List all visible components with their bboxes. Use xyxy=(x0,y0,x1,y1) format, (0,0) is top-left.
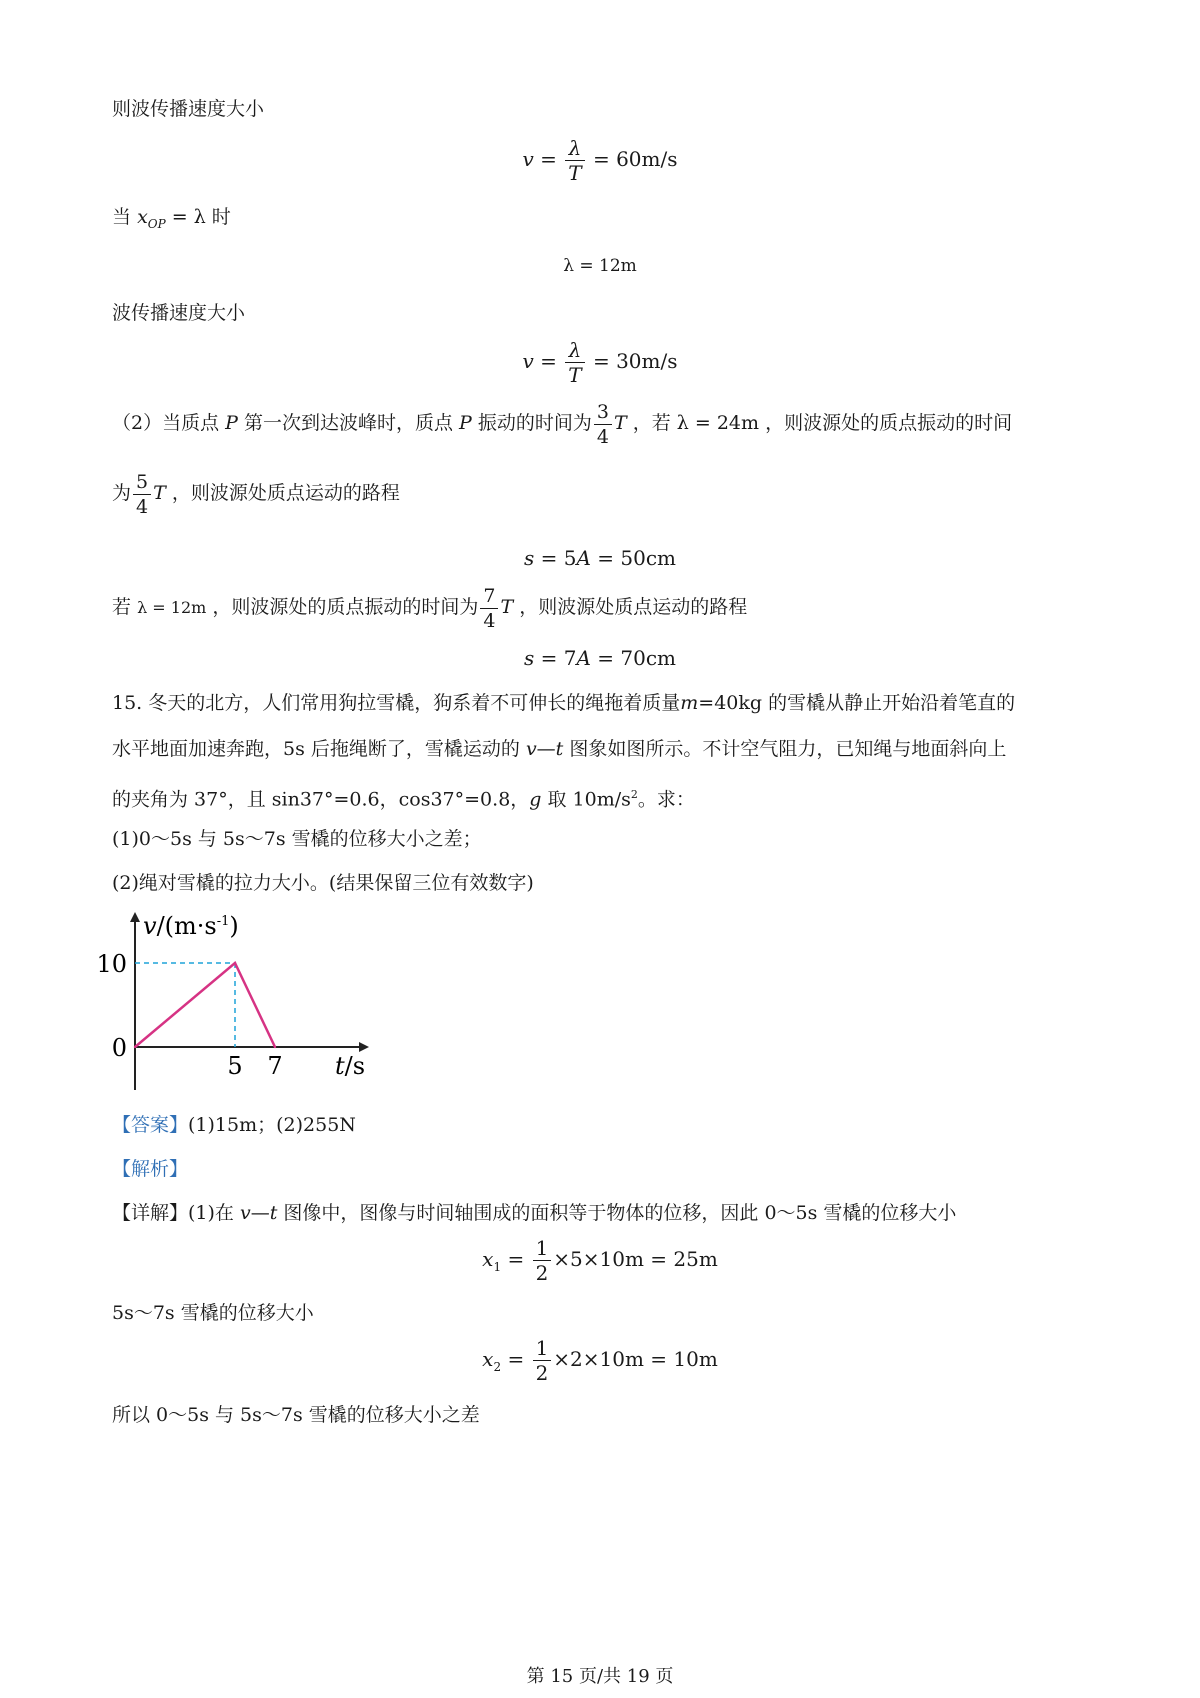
detail-tag: 【详解】 xyxy=(112,1202,189,1224)
data-point xyxy=(274,1046,276,1048)
sub-question-1: (1)0～5s 与 5s～7s 雪橇的位移大小之差； xyxy=(112,828,482,850)
equation-velocity-30: v = $\frac{\lambda}{T}$ = 30m/s xyxy=(522,338,678,387)
x-tick-label: 5 xyxy=(227,1052,243,1080)
vt-chart xyxy=(95,900,415,1110)
origin-label: 0 xyxy=(111,1034,127,1062)
analysis-tag: 【解析】 xyxy=(112,1158,189,1180)
equation-lambda-12: λ = 12m xyxy=(563,256,637,276)
text-line: （2）当质点 P 第一次到达波峰时，质点 P 振动的时间为 $\frac{3}{4}$ T ，若 λ = 24m ，则波源处的质点振动的时间 xyxy=(112,400,1013,448)
data-point xyxy=(134,1046,136,1048)
velocity-series-line xyxy=(135,963,275,1047)
data-point xyxy=(234,962,236,964)
text-line: 则波传播速度大小 xyxy=(112,98,265,120)
answer-line: 【答案】(1)15m；(2)255N xyxy=(112,1114,356,1136)
question-15-line: 15. 冬天的北方，人们常用狗拉雪橇，狗系着不可伸长的绳拖着质量m=40kg 的雪橇从静止开始沿着笔直的 xyxy=(112,692,1016,714)
text-line: 若 λ = 12m ，则波源处的质点振动的时间为 $\frac{7}{4}$ T ，则波源处质点运动的路程 xyxy=(112,584,748,632)
x-axis-label: t/s xyxy=(335,1052,366,1080)
analysis-line xyxy=(112,1156,188,1182)
detail-line: 【详解】(1)在 v—t 图像中，图像与时间轴围成的面积等于物体的位移，因此 0～5s 雪橇的位移大小 xyxy=(112,1202,957,1224)
question-15-line: 的夹角为 37°，且 sin37°=0.6，cos37°=0.8，g 取 $10m/s^2$。求： xyxy=(112,788,695,811)
text-line: 所以 0～5s 与 5s～7s 雪橇的位移大小之差 xyxy=(112,1404,480,1426)
sub-question-2: (2)绳对雪橇的拉力大小。(结果保留三位有效数字) xyxy=(112,872,534,894)
page-footer: 第 15 页/共 19 页 xyxy=(526,1666,674,1687)
equation-x2: $x_2$ = $\frac{1}{2}$ ×2×10m = 10m xyxy=(482,1336,718,1385)
equation-s-70: s = 7A = 70cm xyxy=(523,646,676,670)
text-line: 波传播速度大小 xyxy=(112,302,246,324)
x-tick-label: 7 xyxy=(267,1052,283,1080)
question-15-line: 水平地面加速奔跑，5s 后拖绳断了，雪橇运动的 v—t 图象如图所示。不计空气阻力，已知绳与地面斜向上 xyxy=(112,738,1007,760)
text-line: 5s～7s 雪橇的位移大小 xyxy=(112,1302,314,1324)
equation-s-50: s = 5A = 50cm xyxy=(523,546,676,570)
y-axis-label: $v/(m\cdot s^{-1})$ xyxy=(143,912,239,940)
y-tick-label: 10 xyxy=(96,950,127,978)
text-line: 当 $x_{OP} = \lambda$ 时 xyxy=(112,206,231,231)
equation-velocity-60: v = $\frac{\lambda}{T}$ = 60m/s xyxy=(522,136,678,185)
equation-x1: $x_1$ = $\frac{1}{2}$ ×5×10m = 25m xyxy=(482,1236,718,1285)
answer-tag: 【答案】 xyxy=(112,1114,189,1136)
text-line: 为 $\frac{5}{4}$ T ，则波源处质点运动的路程 xyxy=(112,470,400,518)
